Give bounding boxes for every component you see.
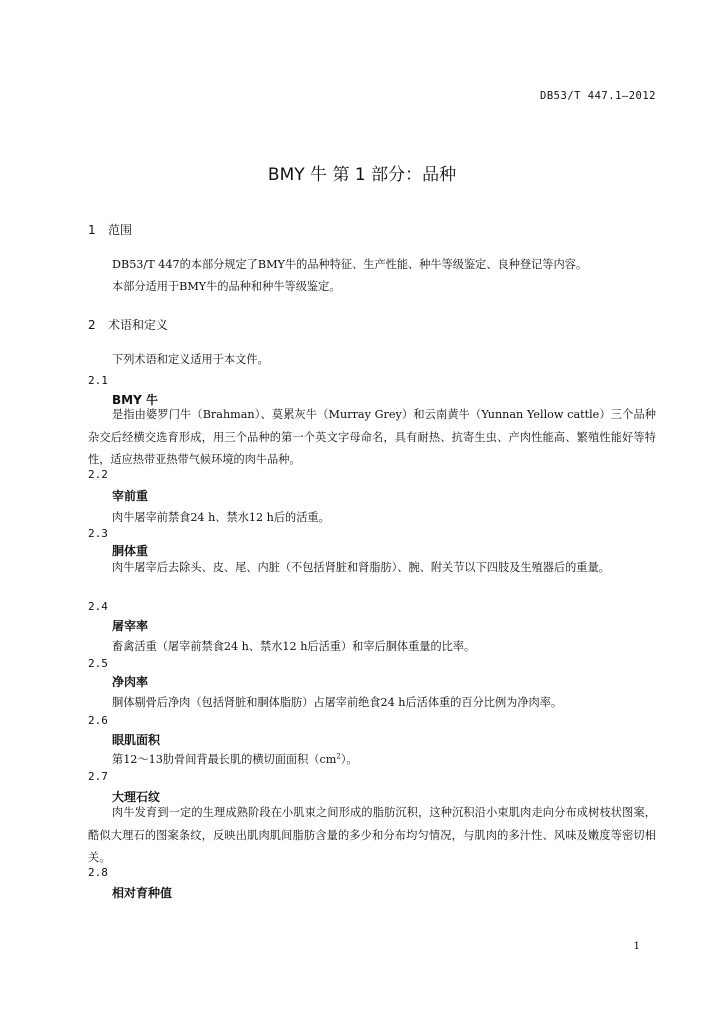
term-definition: 肉牛屠宰前禁食24 h、禁水12 h后的活重。 (112, 511, 330, 524)
term-number: 2.8 (88, 866, 108, 879)
term-name: 相对育种值 (112, 886, 173, 900)
scope-paragraph-2: 本部分适用于BMY牛的品种和种牛等级鉴定。 (112, 280, 341, 293)
term-number: 2.5 (88, 657, 108, 670)
superscript: 2 (336, 752, 341, 761)
scope-paragraph-1: DB53/T 447的本部分规定了BMY牛的品种特征、生产性能、种牛等级鉴定、良种登记等内容。 (112, 258, 588, 271)
term-name: BMY 牛 (112, 393, 158, 407)
term-number: 2.4 (88, 600, 108, 613)
term-name: 净肉率 (112, 675, 149, 689)
term-name: 屠宰率 (112, 619, 149, 633)
term-number: 2.1 (88, 374, 108, 387)
term-definition: 是指由婆罗门牛（Brahman）、莫累灰牛（Murray Grey）和云南黄牛（Yunnan Yellow cattle）三个品种杂交后经横交选育形成，用三个品种的第一个英文字母命名，具有耐热、抗寄生虫、产肉性能高、繁殖性能好等特性，适应热带亚热带气候环境的肉牛品种。 (88, 408, 656, 466)
section-1-heading (88, 221, 132, 238)
document-title: BMY 牛 第 1 部分：品种 (267, 165, 457, 185)
section-title: 范围 (108, 223, 133, 237)
term-definition: 畜禽活重（屠宰前禁食24 h、禁水12 h后活重）和宰后胴体重量的比率。 (112, 640, 476, 653)
term-definition (112, 751, 358, 767)
page-number: 1 (633, 940, 640, 952)
section-number: 1 (88, 223, 96, 237)
term-number: 2.6 (88, 714, 108, 727)
term-name: 眼肌面积 (112, 733, 161, 747)
term-name: 大理石纹 (112, 790, 161, 804)
term-definition: 肉牛屠宰后去除头、皮、尾、内脏（不包括肾脏和肾脂肪）、腕、附关节以下四肢及生殖器后的重量。 (112, 561, 610, 574)
term-number: 2.2 (88, 468, 108, 481)
section-2-heading (88, 316, 168, 333)
term-number: 2.3 (88, 527, 108, 540)
term-name: 宰前重 (112, 489, 149, 503)
term-number: 2.7 (88, 770, 108, 783)
definition-text-end: ）。 (340, 753, 358, 766)
section-title: 术语和定义 (108, 318, 169, 332)
standard-code: DB53/T 447.1—2012 (540, 90, 656, 102)
term-definition: 胴体剔骨后净肉（包括肾脏和胴体脂肪）占屠宰前绝食24 h后活体重的百分比例为净肉率。 (112, 696, 563, 709)
term-name: 胴体重 (112, 544, 149, 558)
terms-intro: 下列术语和定义适用于本文件。 (112, 353, 269, 366)
section-number: 2 (88, 318, 96, 332)
definition-text: 第12～13肋骨间背最长肌的横切面面积（cm (112, 753, 337, 766)
term-definition: 肉牛发育到一定的生理成熟阶段在小肌束之间形成的脂肪沉积，这种沉积沿小束肌肉走向分布成树枝状图案，酷似大理石的图案条纹，反映出肌肉肌间脂肪含量的多少和分布均匀情况，与肌肉的多汁性、风味及嫩度等密切相关。 (88, 806, 656, 864)
